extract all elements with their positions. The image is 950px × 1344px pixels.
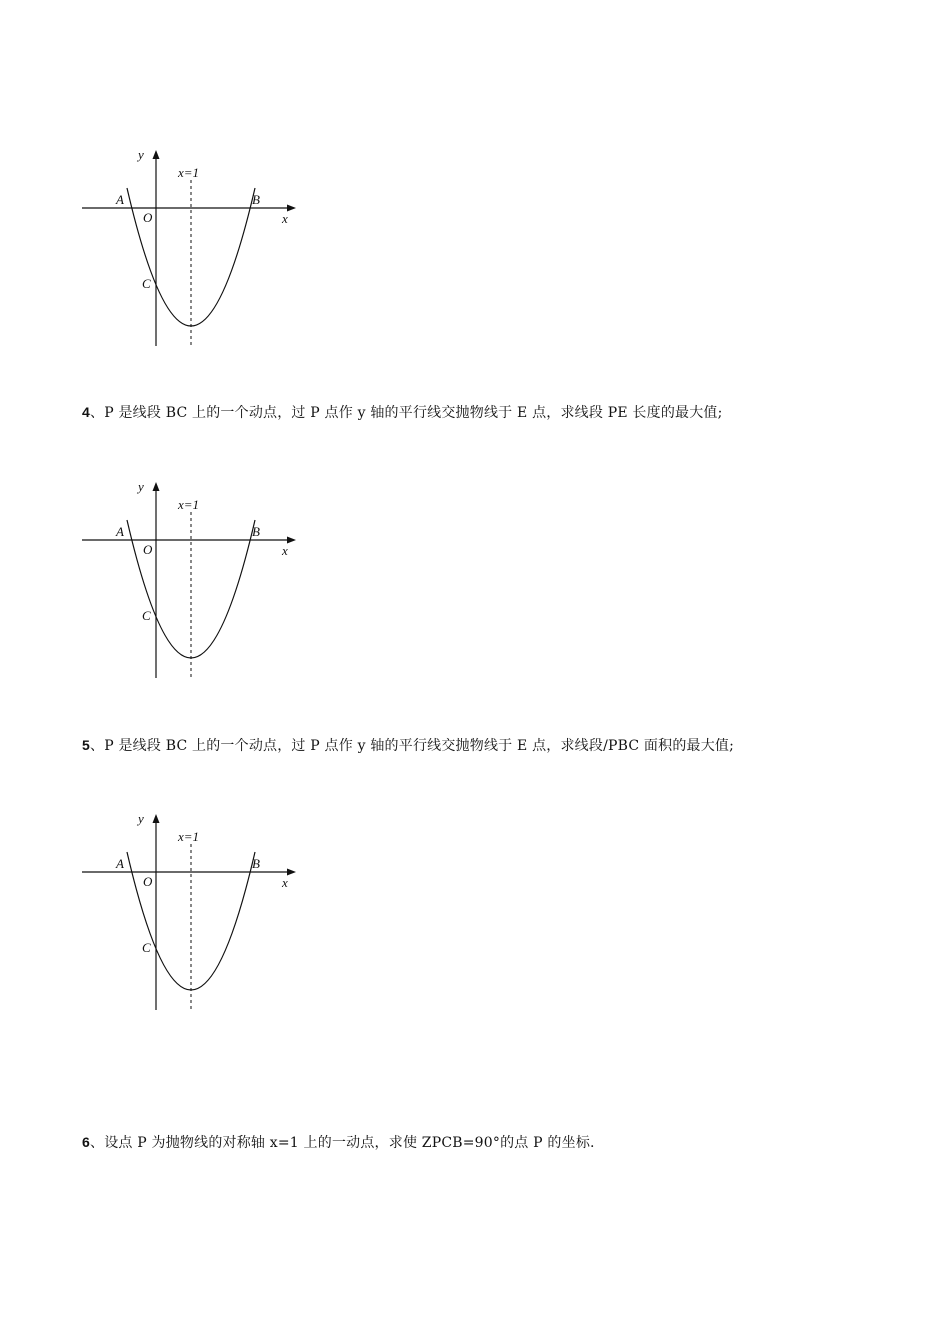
question-5	[82, 735, 734, 755]
parabola-figure-3	[80, 804, 300, 1014]
point-c-label: C	[142, 940, 151, 955]
x-axis-label: x	[282, 543, 288, 558]
point-c-label: C	[142, 276, 151, 291]
y-axis-label: y	[138, 479, 144, 494]
symmetry-axis-label: x=1	[178, 165, 200, 180]
question-separator: 、	[90, 405, 105, 421]
question-text: P 是线段 BC 上的一个动点，过 P 点作 y 轴的平行线交抛物线于 E 点，求线段 PE 长度的最大值;	[104, 405, 723, 421]
symmetry-axis-label: x=1	[178, 497, 200, 512]
point-a-label: A	[116, 524, 124, 539]
origin-label: O	[143, 210, 153, 225]
point-b-label: B	[252, 856, 260, 871]
question-number: 4	[82, 404, 90, 420]
symmetry-axis-label: x=1	[178, 829, 200, 844]
question-number: 6	[82, 1134, 90, 1150]
parabola-diagram	[80, 804, 300, 1014]
parabola-figure-2	[80, 472, 300, 682]
question-4	[82, 402, 723, 422]
question-6	[82, 1132, 595, 1152]
parabola-diagram	[80, 140, 300, 350]
point-b-label: B	[252, 192, 260, 207]
question-number: 5	[82, 737, 90, 753]
point-a-label: A	[116, 192, 124, 207]
x-axis-label: x	[282, 875, 288, 890]
question-separator: 、	[90, 1135, 105, 1151]
origin-label: O	[143, 874, 153, 889]
parabola-diagram	[80, 472, 300, 682]
x-axis-label: x	[282, 211, 288, 226]
y-axis-label: y	[138, 811, 144, 826]
point-c-label: C	[142, 608, 151, 623]
question-text: P 是线段 BC 上的一个动点，过 P 点作 y 轴的平行线交抛物线于 E 点，求线段/PBC 面积的最大值;	[104, 738, 735, 754]
parabola-figure-1	[80, 140, 300, 350]
y-axis-label: y	[138, 147, 144, 162]
point-a-label: A	[116, 856, 124, 871]
question-text: 设点 P 为抛物线的对称轴 x=1 上的一动点，求使 ZPCB=90°的点 P 的坐标.	[104, 1135, 595, 1151]
question-separator: 、	[90, 738, 105, 754]
origin-label: O	[143, 542, 153, 557]
point-b-label: B	[252, 524, 260, 539]
